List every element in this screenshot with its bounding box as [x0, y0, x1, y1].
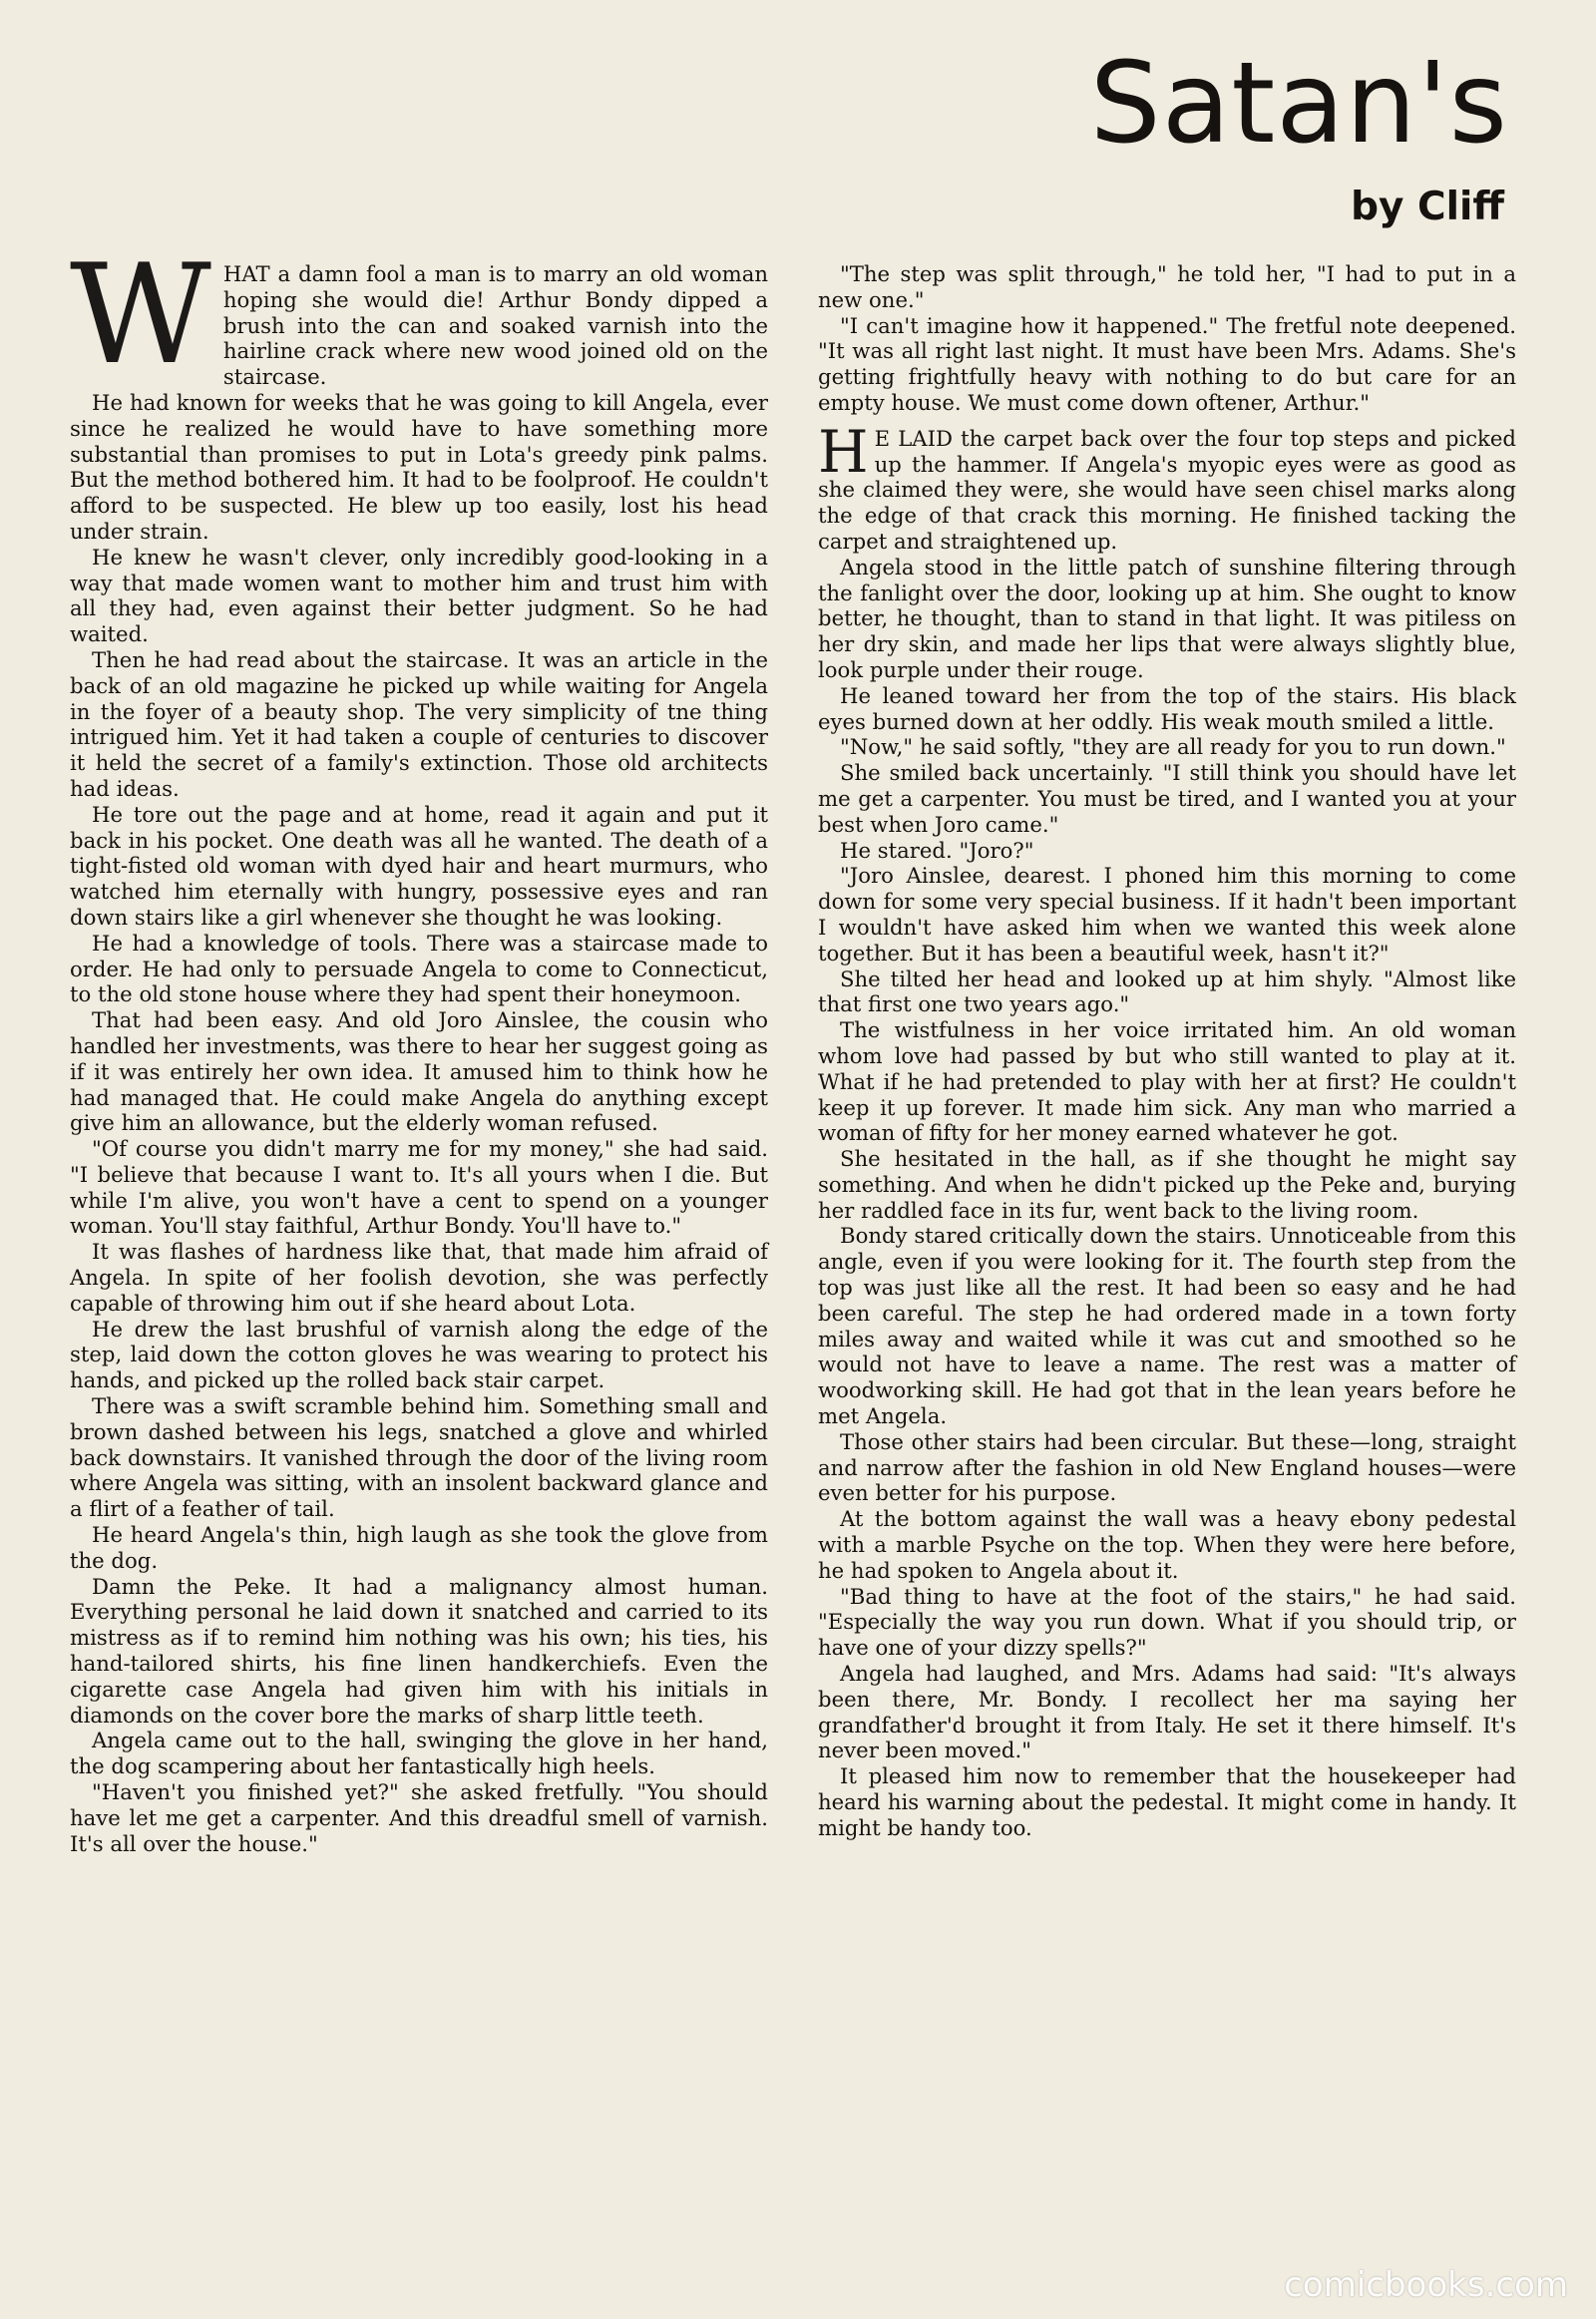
- paragraph: He stared. "Joro?": [840, 837, 1034, 863]
- paragraph: At the bottom against the wall was a heavy ebony pedestal with a marble Psyche on the top. When they were here before, he had spoken to Angela about it.: [818, 1506, 1516, 1583]
- paragraph: "Now," he said softly, "they are all ready for you to run down.": [840, 734, 1506, 760]
- right-column: [818, 261, 1516, 1841]
- left-column: [70, 234, 768, 1856]
- author-byline: by Cliff: [1351, 185, 1504, 229]
- paragraph: It was flashes of hardness like that, that made him afraid of Angela. In spite of her foolish devotion, she was perfectly capable of throwing him out if she heard about Lota.: [70, 1239, 768, 1316]
- paragraph: The wistfulness in her voice irritated him. An old woman whom love had passed by but who still wanted to play at it. What if he had pretended to play with her at first? He couldn't keep it up forever. It made him sick. Any man who married a woman of fifty for her money earned whatever he got.: [818, 1017, 1516, 1146]
- section-break: [818, 417, 1516, 555]
- paragraph: Those other stairs had been circular. But these—long, straight and narrow after the fashion in old New England houses—were even better for his purpose.: [818, 1428, 1516, 1506]
- paragraph: It pleased him now to remember that the housekeeper had heard his warning about the pedestal. It might come in handy. It might be handy too.: [818, 1763, 1516, 1840]
- paragraph: Bondy stared critically down the stairs. Unnoticeable from this angle, even if you were looking for it. The fourth step from the top was just like all the rest. It had been so easy and he had been careful. The step he had ordered made in a town forty miles away and waited while it was cut and smoothed so he would not have to leave a name. The rest was a matter of woodworking skill. He had got that in the lean years before he met Angela.: [818, 1223, 1516, 1429]
- paragraph: There was a swift scramble behind him. Something small and brown dashed between his legs, snatched a glove and whirled back downstairs. It vanished through the door of the living room where Angela was sitting, with an insolent backward glance and a flirt of a feather of tail.: [70, 1393, 768, 1522]
- drop-cap-w: W: [70, 234, 211, 395]
- paragraph: He heard Angela's thin, high laugh as she took the glove from the dog.: [70, 1522, 768, 1573]
- paragraph: He had a knowledge of tools. There was a staircase made to order. He had only to persuade Angela to come to Connecticut, to the old stone house where they had spent their honeymoon.: [70, 930, 768, 1007]
- paragraph: "Haven't you finished yet?" she asked fretfully. "You should have let me get a carpenter. And this dreadful smell of varnish. It's all over the house.": [70, 1779, 768, 1856]
- paragraph: Angela had laughed, and Mrs. Adams had said: "It's always been there, Mr. Bondy. I recollect her ma saying her grandfather'd brought it from Italy. He set it there himself. It's never been moved.": [818, 1661, 1516, 1763]
- paragraph: HAT a damn fool a man is to marry an old woman hoping she would die! Arthur Bondy dipped a brush into the can and soaked varnish into the hairline crack where new wood joined old on the staircase.: [222, 261, 768, 390]
- paragraph: He leaned toward her from the top of the stairs. His black eyes burned down at her oddly. His weak mouth smiled a little.: [818, 682, 1516, 734]
- drop-cap-h: H: [818, 417, 869, 486]
- paragraph: Angela came out to the hall, swinging the glove in her hand, the dog scampering about her fantastically high heels.: [70, 1728, 768, 1779]
- paragraph: She smiled back uncertainly. "I still think you should have let me get a carpenter. You must be tired, and I wanted you at your best when Joro came.": [818, 760, 1516, 837]
- paragraph: Then he had read about the staircase. It was an article in the back of an old magazine he picked up while waiting for Angela in the foyer of a beauty shop. The very simplicity of tne thing intrigued him. Yet it had taken a couple of centuries to discover it held the secret of a family's extinction. Those old architects had ideas.: [70, 646, 768, 801]
- paragraph: She tilted her head and looked up at him shyly. "Almost like that first one two years ago.": [818, 966, 1516, 1017]
- paragraph: Damn the Peke. It had a malignancy almost human. Everything personal he laid down it snatched and carried to its mistress as if to remind him nothing was his own; his ties, his hand-tailored shirts, his fine linen handkerchiefs. Even the cigarette case Angela had given him with his initials in diamonds on the cover bore the marks of sharp little teeth.: [70, 1573, 768, 1728]
- paragraph: He knew he wasn't clever, only incredibly good-looking in a way that made women want to mother him and trust him with all they had, even against their better judgment. So he had waited.: [70, 544, 768, 647]
- watermark: comicbooks.com: [1284, 2265, 1568, 2305]
- story-title: Satan's: [1089, 39, 1508, 169]
- paragraph: Angela stood in the little patch of sunshine filtering through the fanlight over the door, looking up at him. She ought to know better, he thought, than to stand in that light. It was pitiless on her dry skin, and made her lips that were always slightly blue, look purple under their rouge.: [818, 554, 1516, 682]
- paragraph: That had been easy. And old Joro Ainslee, the cousin who handled her investments, was there to hear her suggest going as if it was entirely her own idea. It amused him to think how he had managed that. He could make Angela do anything except give him an allowance, but the elderly woman refused.: [70, 1007, 768, 1136]
- paragraph: E LAID the carpet back over the four top steps and picked up the hammer. If Angela's myopic eyes were as good as she claimed they were, she would have seen chisel marks along the edge of that crack this morning. He finished tacking the carpet and straightened up.: [818, 425, 1516, 554]
- paragraph: "Bad thing to have at the foot of the stairs," he had said. "Especially the way you run down. What if you should trip, or have one of your dizzy spells?": [818, 1583, 1516, 1661]
- paragraph: He tore out the page and at home, read it again and put it back in his pocket. One death was all he wanted. The death of a tight-fisted old woman with dyed hair and heart murmurs, who watched him eternally with hungry, possessive eyes and ran down stairs like a girl whenever she thought he was looking.: [70, 801, 768, 930]
- paragraph: He had known for weeks that he was going to kill Angela, ever since he realized he would have to have something more substantial than promises to put in Lota's greedy pink palms. But the method bothered him. It had to be foolproof. He couldn't afford to be suspected. He blew up too easily, lost his head under strain.: [70, 389, 768, 544]
- paragraph: "Joro Ainslee, dearest. I phoned him this morning to come down for some very special business. If it hadn't been important I wouldn't have asked him when we wanted this week alone together. But it has been a beautiful week, hasn't it?": [818, 863, 1516, 966]
- paragraph: She hesitated in the hall, as if she thought he might say something. And when he didn't picked up the Peke and, burying her raddled face in its fur, went back to the living room.: [818, 1146, 1516, 1223]
- paragraph: He drew the last brushful of varnish along the edge of the step, laid down the cotton gloves he was wearing to protect his hands, and picked up the rolled back stair carpet.: [70, 1316, 768, 1393]
- paragraph: "Of course you didn't marry me for my money," she had said. "I believe that because I want to. It's all yours when I die. But while I'm alive, you won't have a cent to spend on a younger woman. You'll stay faithful, Arthur Bondy. You'll have to.": [70, 1136, 768, 1239]
- paragraph: "I can't imagine how it happened." The fretful note deepened. "It was all right last night. It must have been Mrs. Adams. She's getting frightfully heavy with nothing to do but care for an empty house. We must come down oftener, Arthur.": [818, 312, 1516, 415]
- paragraph: "The step was split through," he told her, "I had to put in a new one.": [818, 261, 1516, 312]
